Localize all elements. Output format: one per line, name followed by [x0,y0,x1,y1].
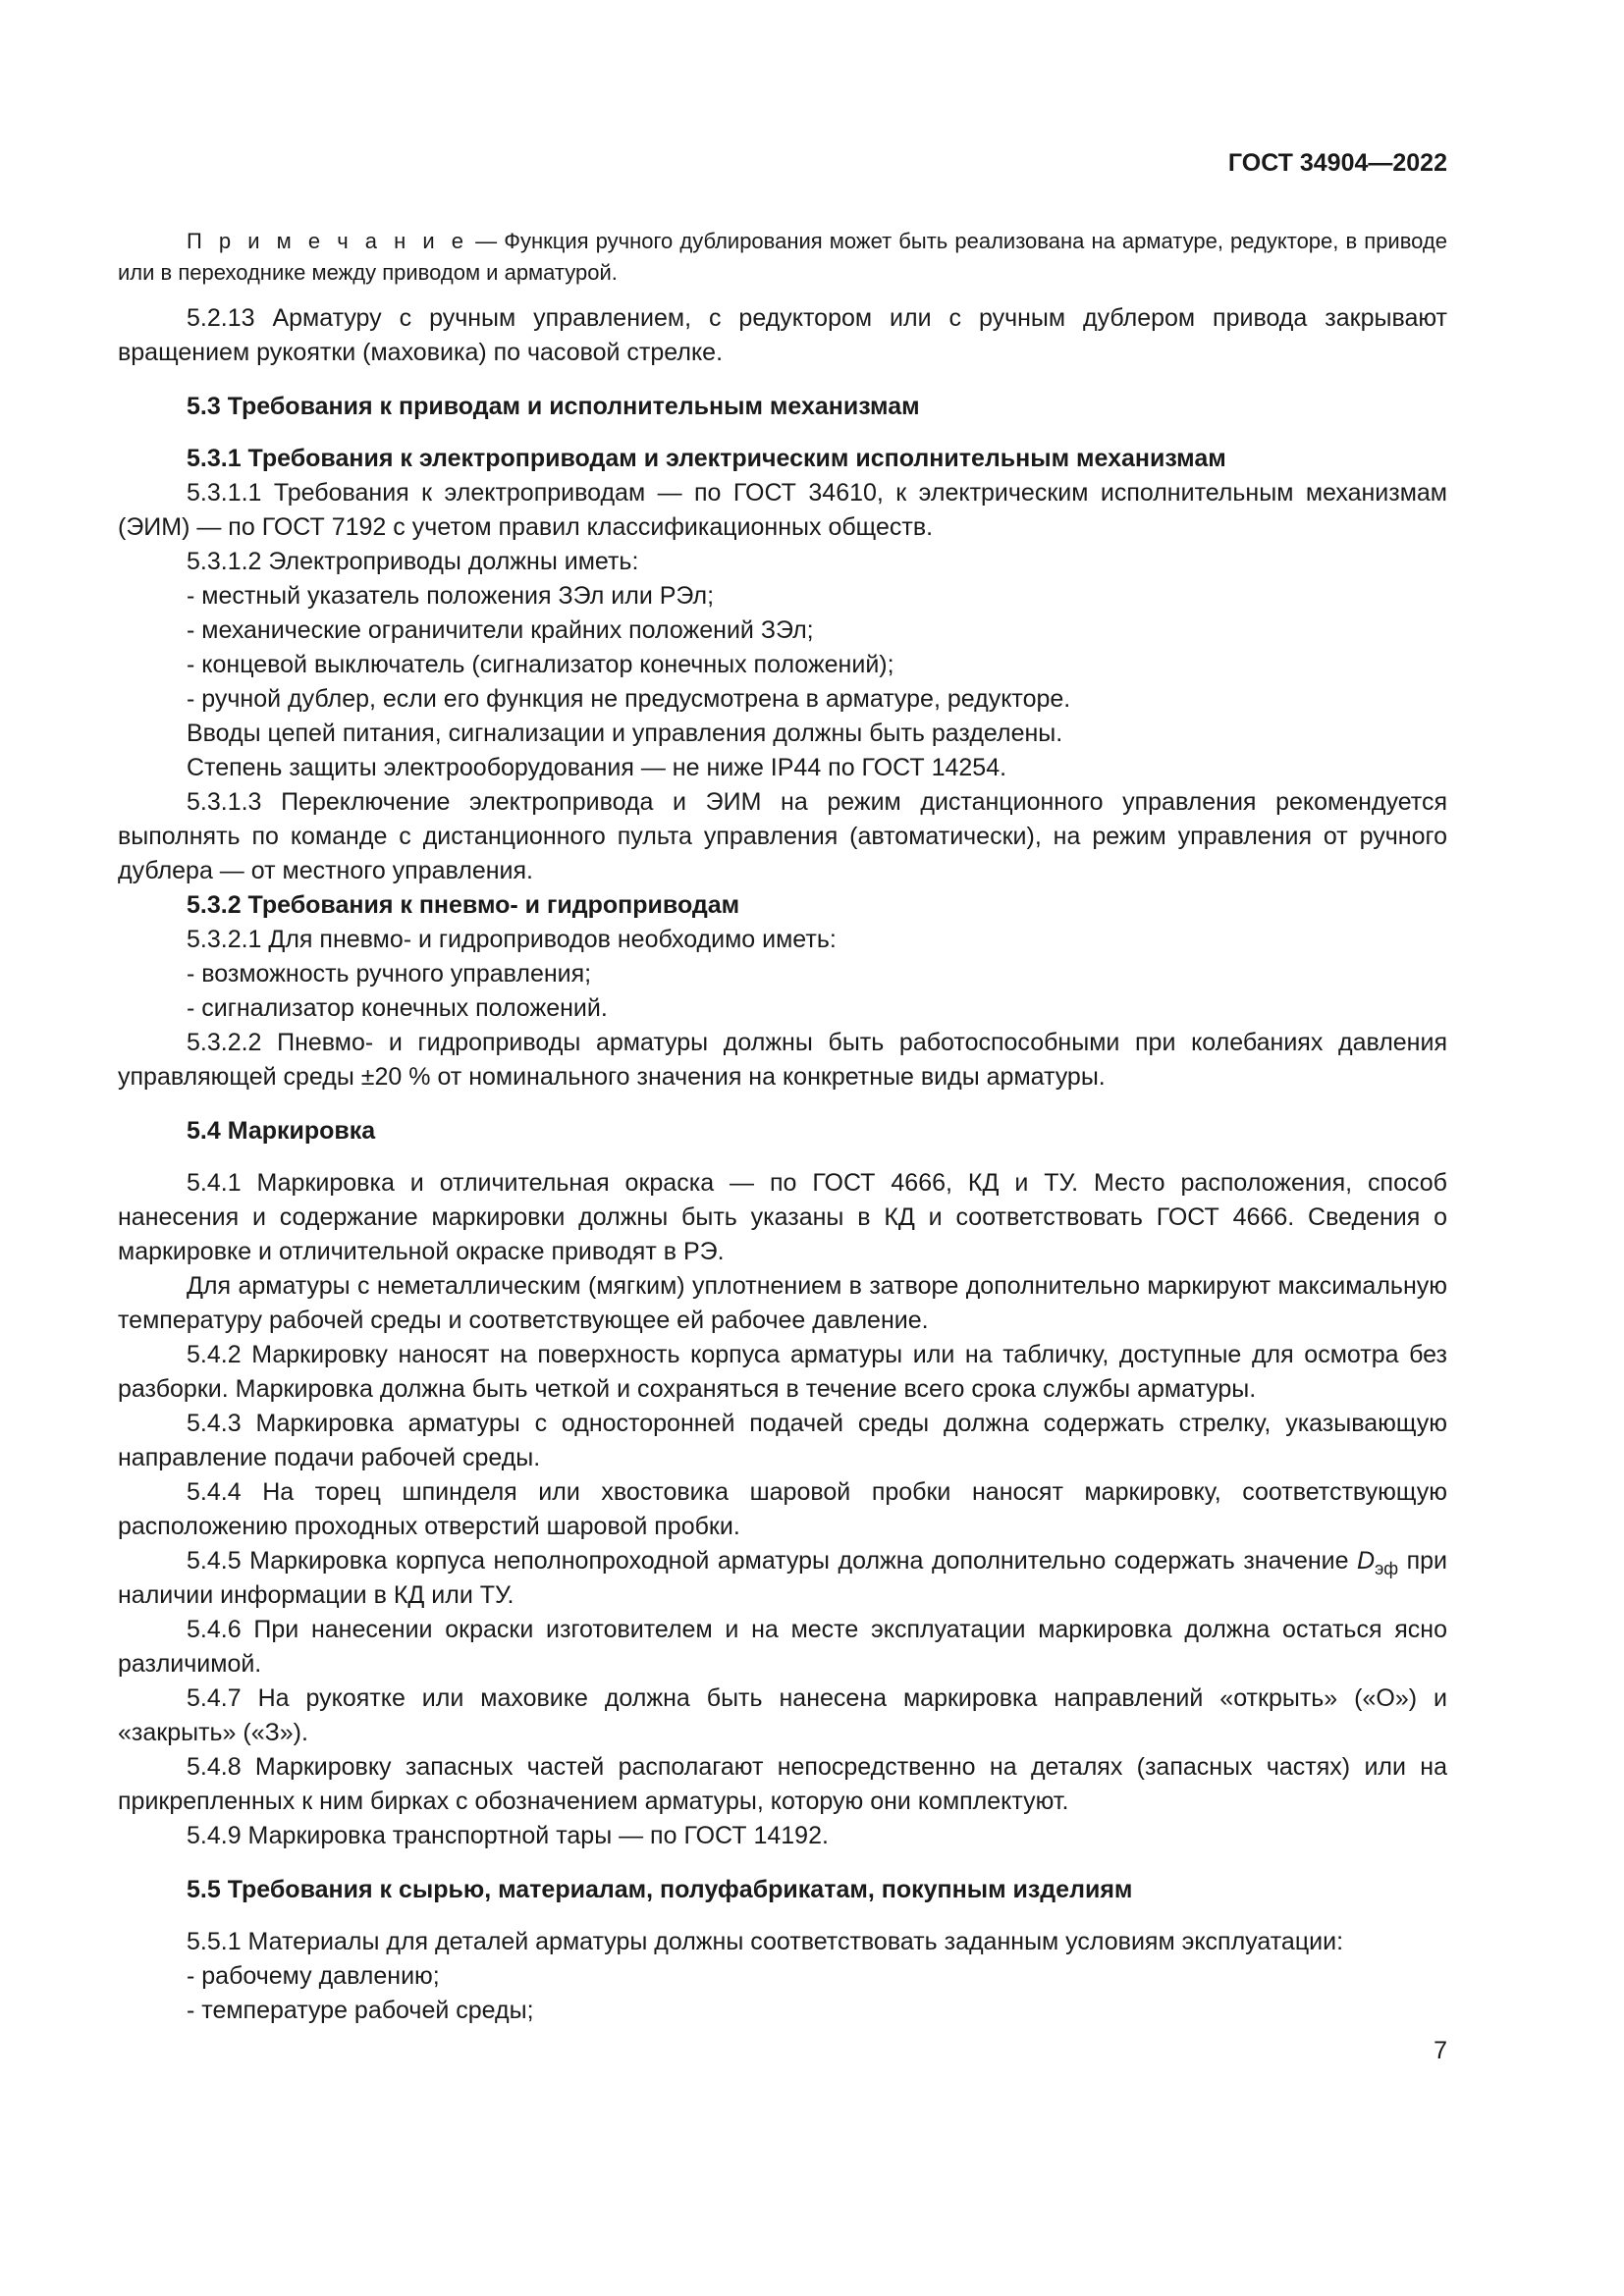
paragraph-5-3-2-1: 5.3.2.1 Для пневмо- и гидроприводов необходимо иметь: [187,926,837,953]
paragraph-5-4-5 [118,1544,1447,1613]
paragraph-5-3-1-1: 5.3.1.1 Требования к электроприводам — по ГОСТ 34610, к электрическим исполнительным механизмам (ЭИМ) — по ГОСТ 7192 с учетом правил классификационных обществ. [118,479,1447,541]
heading-5-5: 5.5 Требования к сырью, материалам, полуфабрикатам, покупным изделиям [187,1876,1133,1903]
heading-5-3-2: 5.3.2 Требования к пневмо- и гидроприводам [187,891,740,919]
paragraph-5-4-3: 5.4.3 Маркировка арматуры с односторонней подачей среды должна содержать стрелку, указывающую направление подачи рабочей среды. [118,1410,1447,1471]
paragraph-5-4-1: 5.4.1 Маркировка и отличительная окраска — по ГОСТ 4666, КД и ТУ. Место расположения, способ нанесения и содержание маркировки должны быть указаны в КД и соответствовать ГОСТ 4666. Сведения о маркировке и отличительной окраске приводят в РЭ. [118,1169,1447,1265]
list-item: - концевой выключатель (сигнализатор конечных положений); [187,651,894,678]
document-header: ГОСТ 34904—2022 [1227,149,1447,177]
list-item: - возможность ручного управления; [187,960,592,988]
list-item: - сигнализатор конечных положений. [187,994,608,1022]
heading-5-3: 5.3 Требования к приводам и исполнительным механизмам [187,393,920,420]
paragraph-5-4-5-text: 5.4.5 Маркировка корпуса неполнопроходной арматуры должна дополнительно содержать значение [187,1547,1358,1575]
note [118,226,1447,289]
page-number: 7 [1434,2037,1447,2064]
paragraph-5-3-1-3: 5.3.1.3 Переключение электропривода и ЭИМ на режим дистанционного управления рекомендуется выполнять по команде с дистанционного пульта управления (автоматически), на режим управления от ручного дублера — от местного управления. [118,788,1447,884]
list-item: - механические ограничители крайних положений ЗЭл; [187,616,814,644]
paragraph-5-4-4: 5.4.4 На торец шпинделя или хвостовика шаровой пробки наносят маркировку, соответствующую расположению проходных отверстий шаровой пробки. [118,1478,1447,1540]
d-symbol: D [1357,1547,1376,1575]
paragraph-protection: Степень защиты электрооборудования — не ниже IP44 по ГОСТ 14254. [187,754,1007,781]
paragraph-5-4-7: 5.4.7 На рукоятке или маховике должна быть нанесена маркировка направлений «открыть» («О») и «закрыть» («З»). [118,1684,1447,1746]
paragraph-5-2-13: 5.2.13 Арматуру с ручным управлением, с редуктором или с ручным дублером привода закрывают вращением рукоятки (маховика) по часовой стрелке. [118,304,1447,366]
paragraph-5-5-1: 5.5.1 Материалы для деталей арматуры должны соответствовать заданным условиям эксплуатации: [187,1928,1344,1955]
list-item: - температуре рабочей среды; [187,1997,534,2024]
paragraph-5-3-1-2: 5.3.1.2 Электроприводы должны иметь: [187,548,639,575]
paragraph-5-4-2: 5.4.2 Маркировку наносят на поверхность корпуса арматуры или на табличку, доступные для осмотра без разборки. Маркировка должна быть четкой и сохраняться в течение всего срока службы арматуры. [118,1341,1447,1403]
d-subscript: эф [1375,1559,1399,1578]
note-text: — Функция ручного дублирования может быть реализована на арматуре, редукторе, в приводе или в переходнике между приводом и арматурой. [118,229,1447,285]
list-item: - рабочему давлению; [187,1962,440,1990]
note-label: П р и м е ч а н и е [187,229,469,253]
paragraph-5-3-2-2: 5.3.2.2 Пневмо- и гидроприводы арматуры должны быть работоспособными при колебаниях давления управляющей среды ±20 % от номинального значения на конкретные виды арматуры. [118,1029,1447,1091]
paragraph-5-4-9: 5.4.9 Маркировка транспортной тары — по ГОСТ 14192. [187,1822,829,1849]
heading-5-3-1: 5.3.1 Требования к электроприводам и электрическим исполнительным механизмам [187,445,1226,472]
paragraph-inputs: Вводы цепей питания, сигнализации и управления должны быть разделены. [187,720,1063,747]
paragraph-5-4-5-tail: при наличии информации в КД или ТУ. [118,1547,1447,1609]
paragraph-5-4-6: 5.4.6 При нанесении окраски изготовителем и на месте эксплуатации маркировка должна остаться ясно различимой. [118,1616,1447,1678]
heading-5-4: 5.4 Маркировка [187,1117,376,1145]
paragraph-nonmetal: Для арматуры с неметаллическим (мягким) уплотнением в затворе дополнительно маркируют максимальную температуру рабочей среды и соответствующее ей рабочее давление. [118,1272,1447,1334]
paragraph-5-4-8: 5.4.8 Маркировку запасных частей располагают непосредственно на деталях (запасных частях) или на прикрепленных к ним бирках с обозначением арматуры, которую они комплектуют. [118,1753,1447,1815]
list-item: - местный указатель положения ЗЭл или РЭл; [187,582,715,610]
document-body [118,226,1447,2028]
list-item: - ручной дублер, если его функция не предусмотрена в арматуре, редукторе. [187,685,1071,713]
